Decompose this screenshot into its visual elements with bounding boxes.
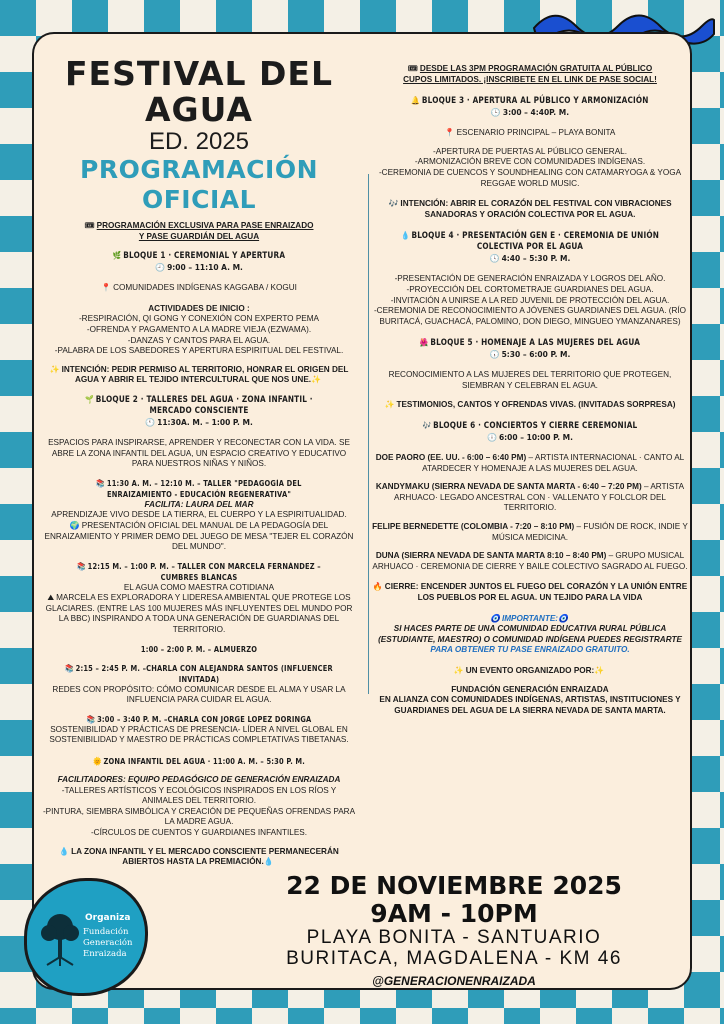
bloque2-time: 🕚 11:30A. M. – 1:00 P. M. <box>145 417 253 427</box>
charla1-head: 📚 2:15 – 2:45 P. M. –CHARLA CON ALEJANDRA SANTOS (INFLUENCER INVITADA) <box>65 663 333 684</box>
sparkle-icon: ✨ <box>49 364 60 374</box>
book-icon: 📚 <box>77 561 86 571</box>
bloque3-item: -CEREMONIA DE CUENCOS Y SOUNDHEALING CON CATAMARYOGA & YOGA REGGAE WORLD MUSIC. <box>378 167 682 188</box>
bloque5-time: 🕠 5:30 – 6:00 P. M. <box>489 350 571 360</box>
bloque4-item: -PRESENTACIÓN DE GENERACIÓN ENRAIZADA Y LOGROS DEL AÑO. <box>394 274 666 284</box>
activity-item: -RESPIRACIÓN, QI GONG Y CONEXIÓN CON EXPERTO PEMA <box>78 314 320 324</box>
bloque3-item: -APERTURA DE PUERTAS AL PÚBLICO GENERAL. <box>433 146 627 156</box>
mountain-icon: ⛰ <box>47 593 55 603</box>
bloque4-time: 🕓 4:40 – 5:30 P. M. <box>489 254 571 264</box>
target-icon: 🧿 <box>558 613 569 623</box>
ticket-icon: 🎟 <box>84 221 95 230</box>
sprout-icon: 🌱 <box>85 394 95 404</box>
clock-icon: 🕒 <box>490 108 501 118</box>
taller2-desc: ⛰ MARCELA ES EXPLORADORA Y LIDERESA AMBIENTAL QUE PROTEGE LOS GLACIARES. (ENTRE LAS 100 MUJERES MÁS INFLUYENTES DEL MUNDO POR LA BBC) INSPIRANDO A TODA UNA GENERACIÓN DE GUARDIANAS DEL TERRITORIO. <box>45 593 353 635</box>
badge-organiza: Organiza <box>85 913 131 923</box>
event-hours: 9AM - 10PM <box>370 899 538 928</box>
taller1-desc: APRENDIZAJE VIVO DESDE LA TIERRA, EL CUERPO Y LA ESPIRITUALIDAD. <box>51 510 347 520</box>
bloque4-item: -CEREMONIA DE RECONOCIMIENTO A JÓVENES GUARDIANES DEL AGUA. (RÍO BURITACÁ, GUACHACÁ, PALOMINO, DON DIEGO, MINGUEO YMANZANARES) <box>373 306 687 326</box>
activity-item: -OFRENDA Y PAGAMENTO A LA MADRE VIEJA (EZWAMA). <box>86 324 312 334</box>
bloque1-title: 🌿 BLOQUE 1 · CEREMONIAL Y APERTURA <box>112 251 286 262</box>
artist-item: DOE PAORO (EE. UU. - 6:00 – 6:40 PM) – ARTISTA INTERNACIONAL · CANTO AL ATARDECER Y HOMENAJE A LAS MUJERES DEL AGUA. <box>375 453 685 473</box>
taller1-facilitator: FACILITA: LAURA DEL MAR <box>144 499 254 509</box>
bloque3-title: 🔔 BLOQUE 3 · APERTURA AL PÚBLICO Y ARMONIZACIÓN <box>411 96 649 107</box>
lunch: 1:00 – 2:00 P. M. – ALMUERZO <box>140 644 258 654</box>
zona-head: 🌞 ZONA INFANTIL DEL AGUA · 11:00 A. M. – 5:30 P. M. <box>92 757 305 767</box>
bell-icon: 🔔 <box>411 96 421 106</box>
target-icon: 🧿 <box>489 613 500 623</box>
music-icon: 🎶 <box>422 421 432 431</box>
book-icon: 📚 <box>96 478 106 488</box>
ticket-icon: 🎟 <box>407 64 418 73</box>
book-icon: 📚 <box>86 714 96 724</box>
right-column <box>372 34 688 716</box>
droplet-icon: 💧 <box>263 857 274 867</box>
zona-item: -CÍRCULOS DE CUENTOS Y GUARDIANES INFANTILES. <box>90 828 308 837</box>
sun-icon: 🌞 <box>92 757 102 767</box>
bloque1-intention: ✨ INTENCIÓN: PEDIR PERMISO AL TERRITORIO, HONRAR EL ORIGEN DEL AGUA Y ABRIR EL TEJIDO INTERCULTURAL QUE NOS UNE.✨ <box>49 364 349 385</box>
organizer-label: ✨ UN EVENTO ORGANIZADO POR:✨ <box>453 666 605 675</box>
bloque5-note: ✨ TESTIMONIOS, CANTOS Y OFRENDAS VIVAS. (INVITADAS SORPRESA) <box>384 399 676 409</box>
important-label: 🧿 IMPORTANTE:🧿 <box>489 613 569 623</box>
clock-icon: 🕚 <box>145 417 156 427</box>
event-date: 22 DE NOVIEMBRE 2025 <box>286 871 622 900</box>
bloque4-title: 💧 BLOQUE 4 · PRESENTACIÓN GEN E · CEREMONIA DE UNIÓN COLECTIVA POR EL AGUA <box>400 231 660 253</box>
clock-icon: 🕕 <box>487 433 497 443</box>
clock-icon: 🕘 <box>155 263 166 273</box>
flower-icon: 🌺 <box>419 338 429 348</box>
charla2-head: 📚 3:00 – 3:40 P. M. –CHARLA CON JORGE LOPEZ DORINGA <box>86 714 312 724</box>
program-subtitle: PROGRAMACIÓN OFICIAL <box>80 155 318 214</box>
clock-icon: 🕠 <box>489 350 500 360</box>
closing-note: 🔥 CIERRE: ENCENDER JUNTOS EL FUEGO DEL CORAZÓN Y LA UNIÓN ENTRE LOS PUEBLOS POR EL AGUA. UN TEJIDO PARA LA VIDA <box>372 582 688 603</box>
charla2-desc: SOSTENIBILIDAD Y PRÁCTICAS DE PRESENCIA- LÍDER A NIVEL GLOBAL EN SOSTENIBILIDAD Y MAESTRO DE PRÁCTICAS COMPLETATIVAS TIBETANAS. <box>49 724 349 745</box>
sprout-icon: 🌿 <box>112 251 122 261</box>
edition: ED. 2025 <box>148 128 250 155</box>
limited-spots-note: CUPOS LIMITADOS. ¡INSCRIBETE EN EL LINK DE PASE SOCIAL! <box>403 74 657 84</box>
zona-note: 💧 LA ZONA INFANTIL Y EL MERCADO CONSCIENTE PERMANECERÁN ABIERTOS HASTA LA PREMIACIÓN.💧 <box>59 846 339 867</box>
sparkle-icon: ✨ <box>453 666 464 675</box>
column-divider <box>368 174 369 694</box>
pin-icon: 📍 <box>101 283 112 293</box>
tree-icon <box>37 911 83 967</box>
artist-item: FELIPE BERNEDETTE (COLOMBIA - 7:20 – 8:10 PM) – FUSIÓN DE ROCK, INDIE Y MÚSICA MEDICINA. <box>372 522 688 542</box>
taller1-extra: 🌍 PRESENTACIÓN OFICIAL DEL MANUAL DE LA PEDAGOGÍA DEL ENRAIZAMIENTO Y PRIMER DEMO DEL JUEGO DE MESA "TEJER EL CORAZÓN DEL MUNDO". <box>44 520 354 552</box>
globe-icon: 🌍 <box>69 520 80 530</box>
droplet-icon: 💧 <box>59 846 70 856</box>
bloque5-description: RECONOCIMIENTO A LAS MUJERES DEL TERRITORIO QUE PROTEGEN, SIEMBRAN Y CELEBRAN EL AGUA. <box>388 370 672 390</box>
bloque1-time: 🕘 9:00 – 11:10 A. M. <box>155 263 243 273</box>
taller2-head: 📚 12:15 M. – 1:00 P. M. – TALLER CON MARCELA FERNÁNDEZ – CUMBRES BLANCAS <box>77 561 321 582</box>
important-text: SI HACES PARTE DE UNA COMUNIDAD EDUCATIVA RURAL PÚBLICA (ESTUDIANTE, MAESTRO) O COMUNIDAD INDÍGENA PUEDES REGISTRARTE PARA OBTENER TU PASE ENRAIZADO GRATUITO. <box>378 624 682 655</box>
artist-item: KANDYMAKU (SIERRA NEVADA DE SANTA MARTA - 6:40 – 7:20 PM) – ARTISTA ARHUACO· LEGADO ANCESTRAL CON · VALLENATO Y FOLCLOR DEL TERRITORIO. <box>375 482 685 513</box>
music-icon: 🎶 <box>388 199 399 209</box>
zona-item: -TALLERES ARTÍSTICOS Y ECOLÓGICOS INSPIRADOS EN LOS RÍOS Y ANIMALES DEL TERRITORIO. <box>61 785 337 806</box>
artist-item: DUNA (SIERRA NEVADA DE SANTA MARTA 8:10 – 8:40 PM) – GRUPO MUSICAL ARHUACO · CEREMONIA DE CIERRE Y BAILE COLECTIVO SAGRADO AL FUEGO. <box>372 551 688 571</box>
pin-icon: 📍 <box>444 128 455 138</box>
program-panel <box>32 32 692 990</box>
bloque2-description: ESPACIOS PARA INSPIRARSE, APRENDER Y RECONECTAR CON LA VIDA. SE ABRE LA ZONA INFANTIL DEL AGUA, UN ESPACIO CREATIVO Y EDUCATIVO PARA NUESTROS NIÑAS Y NIÑOS. <box>48 437 350 469</box>
social-handle[interactable]: @GENERACIONENRAIZADA <box>372 974 536 988</box>
organizer-name: FUNDACIÓN GENERACIÓN ENRAIZADA <box>451 684 609 694</box>
badge-foundation: Fundación Generación Enraizada <box>83 927 133 959</box>
bloque6-time: 🕕 6:00 – 10:00 P. M. <box>487 433 573 443</box>
clock-icon: 🕓 <box>489 254 500 264</box>
event-place-2: BURITACA, MAGDALENA - KM 46 <box>286 948 622 969</box>
activity-item: -DANZAS Y CANTOS PARA EL AGUA. <box>127 335 271 345</box>
bloque3-item: -ARMONIZACIÓN BREVE CON COMUNIDADES INDÍGENAS. <box>414 157 646 167</box>
bloque5-title: 🌺 BLOQUE 5 · HOMENAJE A LAS MUJERES DEL AGUA <box>419 338 641 349</box>
droplet-icon: 💧 <box>400 231 410 241</box>
zona-facilitators: FACILITADORES: EQUIPO PEDAGÓGICO DE GENERACIÓN ENRAIZADA <box>57 775 341 785</box>
bloque3-intention: 🎶 INTENCIÓN: ABRIR EL CORAZÓN DEL FESTIVAL CON VIBRACIONES SANADORAS Y ORACIÓN COLECTIVA POR EL AGUA. <box>388 199 672 219</box>
charla1-desc: REDES CON PROPÓSITO: CÓMO COMUNICAR DESDE EL ALMA Y USAR LA INFLUENCIA PARA CUIDAR EL AGUA. <box>52 684 346 705</box>
free-program-note: 🎟 DESDE LAS 3PM PROGRAMACIÓN GRATUITA AL PÚBLICO <box>407 64 653 73</box>
register-link[interactable]: PARA OBTENER TU PASE ENRAIZADO GRATUITO. <box>430 645 630 655</box>
taller1-head: 📚 11:30 A. M. – 12:10 M. – TALLER "PEDAGOGÍA DEL ENRAIZAMIENTO - EDUCACIÓN REGENERATIVA" <box>96 478 302 499</box>
exclusive-note-2: Y PASE GUARDIÁN DEL AGUA <box>138 231 260 241</box>
activity-item: -PALABRA DE LOS SABEDORES Y APERTURA ESPIRITUAL DEL FESTIVAL. <box>54 346 344 356</box>
zona-item: -PINTURA, SIEMBRA SIMBÓLICA Y CREACIÓN DE PEQUEÑAS OFRENDAS PARA LA MADRE AGUA. <box>42 806 356 827</box>
organizer-alliance: EN ALIANZA CON COMUNIDADES INDÍGENAS, ARTISTAS, INSTITUCIONES Y GUARDIANES DEL AGUA DE LA SIERRA NEVADA DE SANTA MARTA. <box>379 695 681 715</box>
book-icon: 📚 <box>65 663 74 673</box>
bloque3-time: 🕒 3:00 – 4:40P. M. <box>490 108 570 118</box>
bloque3-location: 📍 ESCENARIO PRINCIPAL – PLAYA BONITA <box>444 128 616 138</box>
bloque4-item: -PROYECCIÓN DEL CORTOMETRAJE GUARDIANES DEL AGUA. <box>406 284 654 294</box>
event-place: PLAYA BONITA - SANTUARIO <box>306 927 602 948</box>
bloque1-location: 📍 COMUNIDADES INDÍGENAS KAGGABA / KOGUI <box>101 283 297 293</box>
festival-title: FESTIVAL DEL AGUA <box>65 54 333 129</box>
left-column <box>42 34 356 868</box>
taller2-sub: EL AGUA COMO MAESTRA COTIDIANA <box>123 582 275 592</box>
fire-icon: 🔥 <box>372 582 383 592</box>
sparkle-icon: ✨ <box>311 375 322 385</box>
exclusive-note: 🎟 PROGRAMACIÓN EXCLUSIVA PARA PASE ENRAIZADO <box>84 221 314 230</box>
bloque1-activities-title: ACTIVIDADES DE INICIO : <box>148 303 250 313</box>
sparkle-icon: ✨ <box>594 666 605 675</box>
bloque2-title: 🌱 BLOQUE 2 · TALLERES DEL AGUA · ZONA INFANTIL · MERCADO CONSCIENTE <box>85 394 313 416</box>
bloque4-item: -INVITACIÓN A UNIRSE A LA RED JUVENIL DE PROTECCIÓN DEL AGUA. <box>390 295 670 305</box>
sparkle-icon: ✨ <box>384 399 395 409</box>
bloque6-title: 🎶 BLOQUE 6 · CONCIERTOS Y CIERRE CEREMONIAL <box>422 421 638 432</box>
